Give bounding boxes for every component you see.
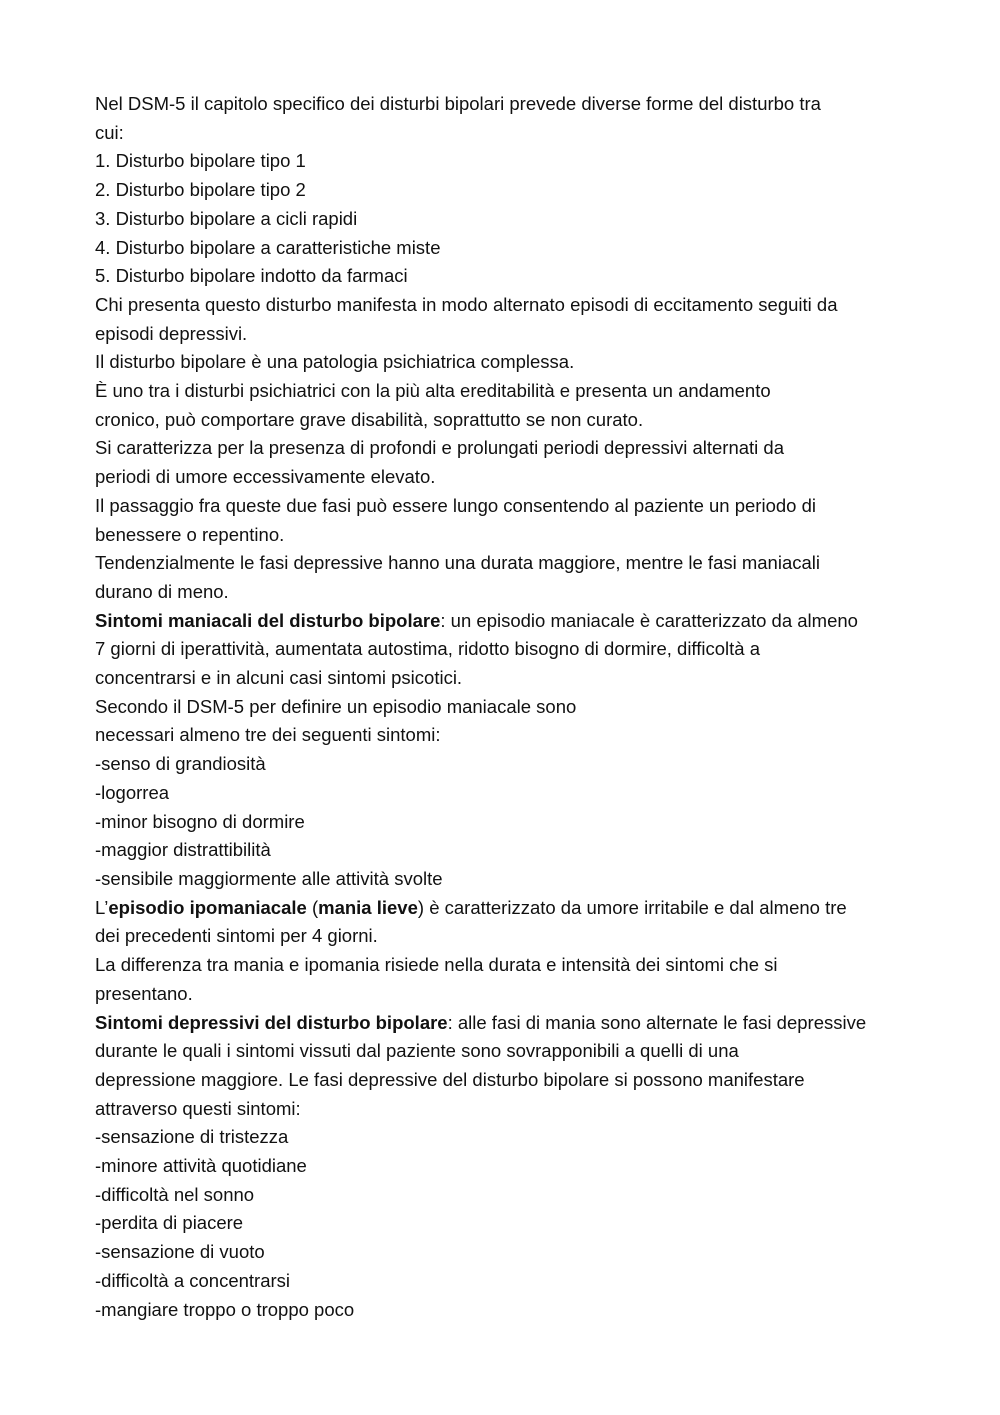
symptom-item: -maggior distrattibilità: [95, 839, 271, 861]
symptom-item: -perdita di piacere: [95, 1212, 244, 1234]
paragraph-line: necessari almeno tre dei seguenti sintomi:: [95, 724, 441, 746]
paragraph-line: Si caratterizza per la presenza di profondi e prolungati periodi depressivi alternati da: [95, 437, 784, 459]
paragraph-line: presentano.: [95, 982, 193, 1004]
list-item: 3. Disturbo bipolare a cicli rapidi: [95, 207, 358, 229]
paragraph-line: concentrarsi e in alcuni casi sintomi psicotici.: [95, 667, 463, 689]
hypomanic-term: episodio ipomaniacale: [108, 896, 307, 918]
symptom-item: -difficoltà a concentrarsi: [95, 1269, 291, 1291]
symptom-item: -minore attività quotidiane: [95, 1155, 307, 1177]
paragraph-line: periodi di umore eccessivamente elevato.: [95, 466, 436, 488]
intro-line: cui:: [95, 121, 124, 143]
list-item: 1. Disturbo bipolare tipo 1: [95, 150, 306, 172]
paragraph-line: depressione maggiore. Le fasi depressive del disturbo bipolare si possono manifestare: [95, 1068, 805, 1090]
hypomanic-prefix: L’: [95, 896, 109, 918]
manic-heading-line: [95, 607, 915, 636]
paragraph-line: Tendenzialmente le fasi depressive hanno una durata maggiore, mentre le fasi maniacali: [95, 552, 821, 574]
symptom-item: -logorrea: [95, 781, 170, 803]
list-item: 4. Disturbo bipolare a caratteristiche miste: [95, 236, 441, 258]
paragraph-line: Chi presenta questo disturbo manifesta in modo alternato episodi di eccitamento seguiti da: [95, 293, 838, 315]
intro-line: Nel DSM-5 il capitolo specifico dei disturbi bipolari prevede diverse forme del disturbo tra: [95, 93, 821, 114]
symptom-item: -difficoltà nel sonno: [95, 1183, 255, 1205]
paragraph-line: attraverso questi sintomi:: [95, 1097, 301, 1119]
paragraph-line: dei precedenti sintomi per 4 giorni.: [95, 925, 378, 947]
paragraph-line: 7 giorni di iperattività, aumentata autostima, ridotto bisogno di dormire, difficoltà a: [95, 638, 760, 660]
hypomanic-line: [95, 894, 915, 923]
symptom-item: -sensazione di tristezza: [95, 1126, 289, 1148]
hypomanic-term2: mania lieve: [318, 896, 418, 918]
manic-heading-rest: : un episodio maniacale è caratterizzato da almeno: [440, 609, 858, 631]
paragraph-line: durante le quali i sintomi vissuti dal paziente sono sovrapponibili a quelli di una: [95, 1040, 739, 1062]
paragraph-line: La differenza tra mania e ipomania risiede nella durata e intensità dei sintomi che si: [95, 954, 778, 976]
hypomanic-paren: (: [306, 896, 319, 918]
document-body: [95, 90, 915, 1324]
manic-heading: Sintomi maniacali del disturbo bipolare: [95, 609, 441, 631]
symptom-item: -senso di grandiosità: [95, 753, 266, 775]
depressive-heading-rest: : alle fasi di mania sono alternate le fasi depressive: [447, 1011, 867, 1033]
paragraph-line: durano di meno.: [95, 580, 229, 602]
symptom-item: -mangiare troppo o troppo poco: [95, 1298, 355, 1320]
list-item: 2. Disturbo bipolare tipo 2: [95, 179, 306, 201]
symptom-item: -sensazione di vuoto: [95, 1241, 265, 1263]
paragraph-line: cronico, può comportare grave disabilità, soprattutto se non curato.: [95, 408, 644, 430]
symptom-item: -minor bisogno di dormire: [95, 810, 305, 832]
paragraph-line: È uno tra i disturbi psichiatrici con la più alta ereditabilità e presenta un andamento: [95, 380, 771, 402]
paragraph-line: Il passaggio fra queste due fasi può essere lungo consentendo al paziente un periodo di: [95, 494, 816, 516]
paragraph-line: Secondo il DSM-5 per definire un episodio maniacale sono: [95, 695, 577, 717]
hypomanic-rest: ) è caratterizzato da umore irritabile e dal almeno tre: [417, 896, 847, 918]
list-item: 5. Disturbo bipolare indotto da farmaci: [95, 265, 408, 287]
symptom-item: -sensibile maggiormente alle attività svolte: [95, 867, 443, 889]
depressive-heading: Sintomi depressivi del disturbo bipolare: [95, 1011, 448, 1033]
paragraph-line: episodi depressivi.: [95, 322, 248, 344]
depressive-heading-line: [95, 1009, 915, 1038]
paragraph-line: benessere o repentino.: [95, 523, 285, 545]
paragraph-line: Il disturbo bipolare è una patologia psichiatrica complessa.: [95, 351, 575, 373]
